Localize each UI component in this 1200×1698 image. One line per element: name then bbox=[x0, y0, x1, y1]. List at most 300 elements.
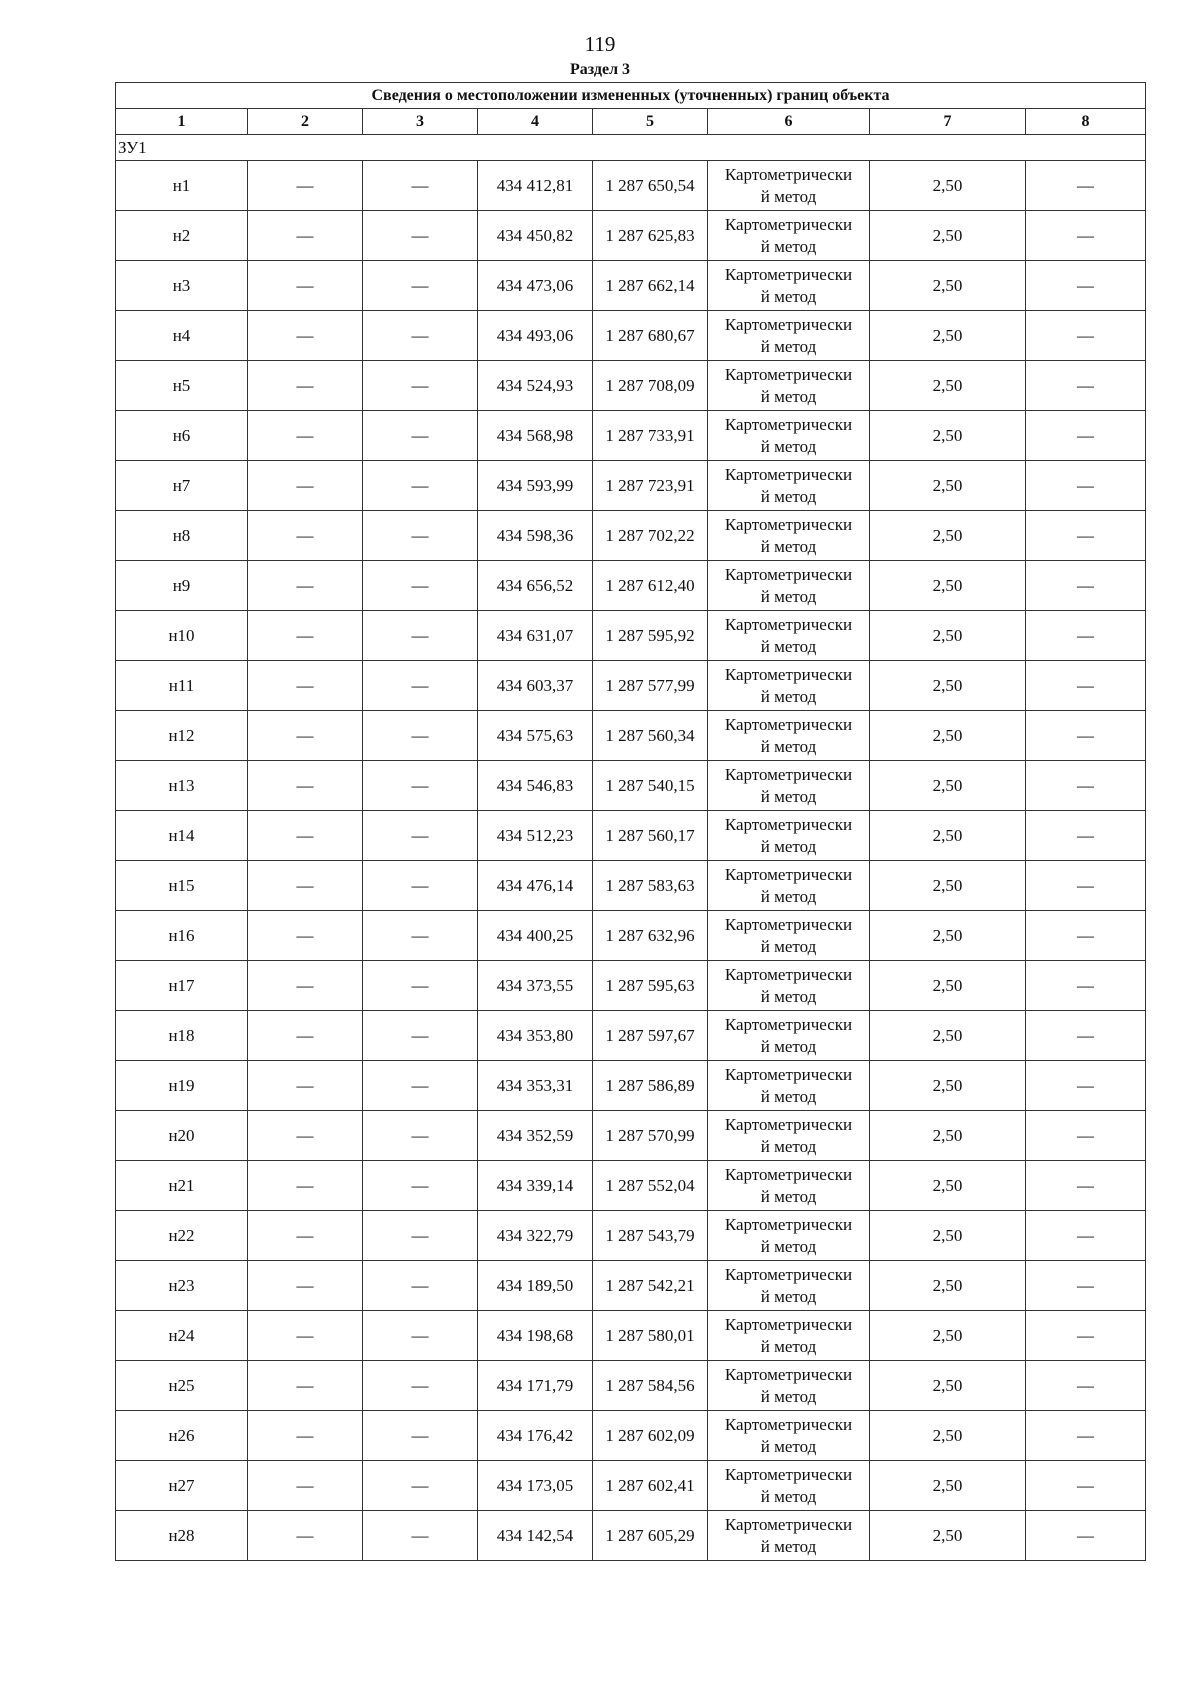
cell-col8: — bbox=[1026, 761, 1146, 811]
cell-col8: — bbox=[1026, 311, 1146, 361]
cell-accuracy: 2,50 bbox=[870, 361, 1026, 411]
method-line-2: й метод bbox=[760, 336, 817, 356]
cell-col3: — bbox=[363, 461, 478, 511]
cell-method bbox=[708, 1361, 870, 1411]
cell-y-coordinate: 1 287 723,91 bbox=[593, 461, 708, 511]
method-line-1: Картометрически bbox=[724, 1464, 853, 1484]
cell-point-name: н27 bbox=[116, 1461, 248, 1511]
method-line-2: й метод bbox=[760, 1536, 817, 1556]
method-line-2: й метод bbox=[760, 1336, 817, 1356]
method-line-2: й метод bbox=[760, 536, 817, 556]
section-title: Раздел 3 bbox=[569, 61, 631, 78]
cell-x-coordinate: 434 412,81 bbox=[478, 161, 593, 211]
cell-point-name: н13 bbox=[116, 761, 248, 811]
cell-accuracy: 2,50 bbox=[870, 461, 1026, 511]
cell-method bbox=[708, 261, 870, 311]
cell-col3: — bbox=[363, 1161, 478, 1211]
cell-method bbox=[708, 561, 870, 611]
column-number-6: 6 bbox=[708, 109, 870, 135]
method-line-1: Картометрически bbox=[724, 614, 853, 634]
method-line-2: й метод bbox=[760, 1036, 817, 1056]
method-line-1: Картометрически bbox=[724, 514, 853, 534]
cell-col8: — bbox=[1026, 611, 1146, 661]
cell-accuracy: 2,50 bbox=[870, 561, 1026, 611]
cell-y-coordinate: 1 287 586,89 bbox=[593, 1061, 708, 1111]
table-row bbox=[116, 711, 1146, 761]
method-line-2: й метод bbox=[760, 1486, 817, 1506]
cell-x-coordinate: 434 176,42 bbox=[478, 1411, 593, 1461]
column-number-7: 7 bbox=[870, 109, 1026, 135]
cell-col8: — bbox=[1026, 411, 1146, 461]
cell-col2: — bbox=[248, 1261, 363, 1311]
table-row bbox=[116, 761, 1146, 811]
method-line-1: Картометрически bbox=[724, 764, 853, 784]
cell-accuracy: 2,50 bbox=[870, 1011, 1026, 1061]
column-number-row bbox=[116, 109, 1146, 135]
cell-y-coordinate: 1 287 612,40 bbox=[593, 561, 708, 611]
cell-x-coordinate: 434 473,06 bbox=[478, 261, 593, 311]
cell-x-coordinate: 434 568,98 bbox=[478, 411, 593, 461]
cell-method bbox=[708, 1311, 870, 1361]
cell-col3: — bbox=[363, 161, 478, 211]
cell-method bbox=[708, 711, 870, 761]
column-number-5: 5 bbox=[593, 109, 708, 135]
cell-accuracy: 2,50 bbox=[870, 411, 1026, 461]
cell-col3: — bbox=[363, 761, 478, 811]
cell-accuracy: 2,50 bbox=[870, 1161, 1026, 1211]
cell-col3: — bbox=[363, 211, 478, 261]
cell-point-name: н25 bbox=[116, 1361, 248, 1411]
cell-x-coordinate: 434 322,79 bbox=[478, 1211, 593, 1261]
cell-col3: — bbox=[363, 661, 478, 711]
cell-col3: — bbox=[363, 561, 478, 611]
cell-point-name: н3 bbox=[116, 261, 248, 311]
cell-col2: — bbox=[248, 911, 363, 961]
cell-col3: — bbox=[363, 961, 478, 1011]
cell-accuracy: 2,50 bbox=[870, 661, 1026, 711]
cell-accuracy: 2,50 bbox=[870, 1261, 1026, 1311]
method-line-1: Картометрически bbox=[724, 664, 853, 684]
method-line-1: Картометрически bbox=[724, 1514, 853, 1534]
cell-col2: — bbox=[248, 1161, 363, 1211]
cell-x-coordinate: 434 575,63 bbox=[478, 711, 593, 761]
table-caption: Сведения о местоположении измененных (уточненных) границ объекта bbox=[116, 83, 1146, 109]
cell-accuracy: 2,50 bbox=[870, 1111, 1026, 1161]
method-line-2: й метод bbox=[760, 186, 817, 206]
cell-col2: — bbox=[248, 561, 363, 611]
cell-y-coordinate: 1 287 577,99 bbox=[593, 661, 708, 711]
cell-x-coordinate: 434 171,79 bbox=[478, 1361, 593, 1411]
method-line-1: Картометрически bbox=[724, 1014, 853, 1034]
cell-method bbox=[708, 461, 870, 511]
method-line-2: й метод bbox=[760, 686, 817, 706]
table-row bbox=[116, 361, 1146, 411]
cell-point-name: н22 bbox=[116, 1211, 248, 1261]
table-row bbox=[116, 311, 1146, 361]
cell-method bbox=[708, 1511, 870, 1561]
cell-accuracy: 2,50 bbox=[870, 1311, 1026, 1361]
cell-method bbox=[708, 861, 870, 911]
cell-y-coordinate: 1 287 584,56 bbox=[593, 1361, 708, 1411]
cell-col2: — bbox=[248, 811, 363, 861]
method-line-1: Картометрически bbox=[724, 464, 853, 484]
cell-col8: — bbox=[1026, 1261, 1146, 1311]
cell-col8: — bbox=[1026, 1411, 1146, 1461]
method-line-2: й метод bbox=[760, 436, 817, 456]
method-line-1: Картометрически bbox=[724, 914, 853, 934]
cell-point-name: н1 bbox=[116, 161, 248, 211]
method-line-2: й метод bbox=[760, 1086, 817, 1106]
cell-col3: — bbox=[363, 361, 478, 411]
cell-y-coordinate: 1 287 602,41 bbox=[593, 1461, 708, 1511]
cell-col8: — bbox=[1026, 1311, 1146, 1361]
method-line-2: й метод bbox=[760, 386, 817, 406]
cell-col8: — bbox=[1026, 261, 1146, 311]
method-line-1: Картометрически bbox=[724, 864, 853, 884]
cell-col3: — bbox=[363, 1311, 478, 1361]
cell-col3: — bbox=[363, 1011, 478, 1061]
cell-col3: — bbox=[363, 411, 478, 461]
cell-method bbox=[708, 1061, 870, 1111]
cell-point-name: н15 bbox=[116, 861, 248, 911]
cell-x-coordinate: 434 339,14 bbox=[478, 1161, 593, 1211]
cell-col2: — bbox=[248, 511, 363, 561]
cell-point-name: н28 bbox=[116, 1511, 248, 1561]
cell-col2: — bbox=[248, 1061, 363, 1111]
boundary-table bbox=[115, 82, 1146, 1561]
cell-point-name: н21 bbox=[116, 1161, 248, 1211]
cell-y-coordinate: 1 287 560,34 bbox=[593, 711, 708, 761]
cell-point-name: н24 bbox=[116, 1311, 248, 1361]
cell-col2: — bbox=[248, 1011, 363, 1061]
cell-col8: — bbox=[1026, 511, 1146, 561]
cell-col8: — bbox=[1026, 211, 1146, 261]
method-line-2: й метод bbox=[760, 586, 817, 606]
method-line-2: й метод bbox=[760, 486, 817, 506]
table-row bbox=[116, 1361, 1146, 1411]
cell-col2: — bbox=[248, 1211, 363, 1261]
cell-accuracy: 2,50 bbox=[870, 811, 1026, 861]
cell-col8: — bbox=[1026, 1161, 1146, 1211]
cell-col2: — bbox=[248, 1411, 363, 1461]
cell-point-name: н5 bbox=[116, 361, 248, 411]
cell-accuracy: 2,50 bbox=[870, 161, 1026, 211]
cell-accuracy: 2,50 bbox=[870, 261, 1026, 311]
cell-x-coordinate: 434 352,59 bbox=[478, 1111, 593, 1161]
cell-method bbox=[708, 361, 870, 411]
cell-col8: — bbox=[1026, 661, 1146, 711]
method-line-1: Картометрически bbox=[724, 264, 853, 284]
cell-method bbox=[708, 1011, 870, 1061]
table-row bbox=[116, 911, 1146, 961]
cell-accuracy: 2,50 bbox=[870, 711, 1026, 761]
method-line-1: Картометрически bbox=[724, 1314, 853, 1334]
cell-point-name: н6 bbox=[116, 411, 248, 461]
cell-x-coordinate: 434 173,05 bbox=[478, 1461, 593, 1511]
cell-col2: — bbox=[248, 1461, 363, 1511]
cell-col3: — bbox=[363, 1361, 478, 1411]
cell-method bbox=[708, 1461, 870, 1511]
method-line-1: Картометрически bbox=[724, 1214, 853, 1234]
cell-method bbox=[708, 761, 870, 811]
cell-method bbox=[708, 411, 870, 461]
cell-accuracy: 2,50 bbox=[870, 211, 1026, 261]
table-row bbox=[116, 211, 1146, 261]
cell-col8: — bbox=[1026, 1111, 1146, 1161]
cell-point-name: н14 bbox=[116, 811, 248, 861]
table-row bbox=[116, 1161, 1146, 1211]
method-line-1: Картометрически bbox=[724, 964, 853, 984]
cell-y-coordinate: 1 287 540,15 bbox=[593, 761, 708, 811]
cell-point-name: н26 bbox=[116, 1411, 248, 1461]
cell-method bbox=[708, 911, 870, 961]
table-row bbox=[116, 1011, 1146, 1061]
cell-method bbox=[708, 1411, 870, 1461]
table-row bbox=[116, 461, 1146, 511]
table-row bbox=[116, 811, 1146, 861]
column-number-3: 3 bbox=[363, 109, 478, 135]
method-line-2: й метод bbox=[760, 1386, 817, 1406]
table-row bbox=[116, 261, 1146, 311]
cell-col8: — bbox=[1026, 1511, 1146, 1561]
cell-y-coordinate: 1 287 733,91 bbox=[593, 411, 708, 461]
table-row bbox=[116, 561, 1146, 611]
cell-y-coordinate: 1 287 680,67 bbox=[593, 311, 708, 361]
cell-point-name: н4 bbox=[116, 311, 248, 361]
cell-col2: — bbox=[248, 211, 363, 261]
method-line-1: Картометрически bbox=[724, 1264, 853, 1284]
cell-method bbox=[708, 661, 870, 711]
method-line-1: Картометрически bbox=[724, 1064, 853, 1084]
cell-method bbox=[708, 961, 870, 1011]
cell-col2: — bbox=[248, 661, 363, 711]
cell-y-coordinate: 1 287 650,54 bbox=[593, 161, 708, 211]
cell-y-coordinate: 1 287 602,09 bbox=[593, 1411, 708, 1461]
table-row bbox=[116, 961, 1146, 1011]
cell-point-name: н2 bbox=[116, 211, 248, 261]
cell-y-coordinate: 1 287 632,96 bbox=[593, 911, 708, 961]
method-line-2: й метод bbox=[760, 1236, 817, 1256]
cell-method bbox=[708, 311, 870, 361]
method-line-1: Картометрически bbox=[724, 564, 853, 584]
cell-col2: — bbox=[248, 611, 363, 661]
table-row bbox=[116, 1511, 1146, 1561]
cell-x-coordinate: 434 353,80 bbox=[478, 1011, 593, 1061]
cell-accuracy: 2,50 bbox=[870, 1511, 1026, 1561]
cell-col2: — bbox=[248, 161, 363, 211]
cell-x-coordinate: 434 603,37 bbox=[478, 661, 593, 711]
method-line-2: й метод bbox=[760, 1286, 817, 1306]
cell-col3: — bbox=[363, 1511, 478, 1561]
cell-x-coordinate: 434 400,25 bbox=[478, 911, 593, 961]
cell-accuracy: 2,50 bbox=[870, 611, 1026, 661]
cell-y-coordinate: 1 287 702,22 bbox=[593, 511, 708, 561]
cell-y-coordinate: 1 287 570,99 bbox=[593, 1111, 708, 1161]
cell-x-coordinate: 434 450,82 bbox=[478, 211, 593, 261]
cell-point-name: н16 bbox=[116, 911, 248, 961]
cell-accuracy: 2,50 bbox=[870, 1461, 1026, 1511]
cell-col8: — bbox=[1026, 1361, 1146, 1411]
cell-accuracy: 2,50 bbox=[870, 311, 1026, 361]
cell-x-coordinate: 434 142,54 bbox=[478, 1511, 593, 1561]
cell-y-coordinate: 1 287 595,92 bbox=[593, 611, 708, 661]
cell-x-coordinate: 434 512,23 bbox=[478, 811, 593, 861]
cell-x-coordinate: 434 598,36 bbox=[478, 511, 593, 561]
cell-x-coordinate: 434 593,99 bbox=[478, 461, 593, 511]
table-row bbox=[116, 1261, 1146, 1311]
cell-col3: — bbox=[363, 511, 478, 561]
cell-point-name: н17 bbox=[116, 961, 248, 1011]
method-line-2: й метод bbox=[760, 1436, 817, 1456]
method-line-2: й метод bbox=[760, 886, 817, 906]
cell-col3: — bbox=[363, 1411, 478, 1461]
table-row bbox=[116, 1061, 1146, 1111]
cell-method bbox=[708, 1111, 870, 1161]
cell-point-name: н10 bbox=[116, 611, 248, 661]
cell-col8: — bbox=[1026, 461, 1146, 511]
cell-col2: — bbox=[248, 761, 363, 811]
cell-col8: — bbox=[1026, 161, 1146, 211]
table-row bbox=[116, 511, 1146, 561]
table-row bbox=[116, 611, 1146, 661]
cell-col8: — bbox=[1026, 811, 1146, 861]
cell-accuracy: 2,50 bbox=[870, 1411, 1026, 1461]
cell-method bbox=[708, 1161, 870, 1211]
cell-y-coordinate: 1 287 583,63 bbox=[593, 861, 708, 911]
cell-accuracy: 2,50 bbox=[870, 911, 1026, 961]
cell-col3: — bbox=[363, 1111, 478, 1161]
cell-col3: — bbox=[363, 1261, 478, 1311]
cell-col2: — bbox=[248, 411, 363, 461]
cell-col8: — bbox=[1026, 961, 1146, 1011]
cell-y-coordinate: 1 287 662,14 bbox=[593, 261, 708, 311]
cell-method bbox=[708, 811, 870, 861]
cell-col3: — bbox=[363, 711, 478, 761]
cell-col8: — bbox=[1026, 361, 1146, 411]
cell-point-name: н11 bbox=[116, 661, 248, 711]
method-line-1: Картометрически bbox=[724, 214, 853, 234]
cell-point-name: н12 bbox=[116, 711, 248, 761]
cell-col8: — bbox=[1026, 1061, 1146, 1111]
cell-accuracy: 2,50 bbox=[870, 861, 1026, 911]
group-row bbox=[116, 135, 1146, 161]
method-line-2: й метод bbox=[760, 1186, 817, 1206]
cell-x-coordinate: 434 524,93 bbox=[478, 361, 593, 411]
cell-col3: — bbox=[363, 311, 478, 361]
cell-col2: — bbox=[248, 1311, 363, 1361]
column-number-1: 1 bbox=[116, 109, 248, 135]
cell-col8: — bbox=[1026, 711, 1146, 761]
cell-col2: — bbox=[248, 961, 363, 1011]
column-number-4: 4 bbox=[478, 109, 593, 135]
method-line-1: Картометрически bbox=[724, 314, 853, 334]
table-row bbox=[116, 1111, 1146, 1161]
column-number-8: 8 bbox=[1026, 109, 1146, 135]
method-line-2: й метод bbox=[760, 1136, 817, 1156]
method-line-1: Картометрически bbox=[724, 164, 853, 184]
table-row bbox=[116, 161, 1146, 211]
method-line-1: Картометрически bbox=[724, 1164, 853, 1184]
cell-col8: — bbox=[1026, 1211, 1146, 1261]
cell-col3: — bbox=[363, 811, 478, 861]
cell-x-coordinate: 434 546,83 bbox=[478, 761, 593, 811]
cell-y-coordinate: 1 287 543,79 bbox=[593, 1211, 708, 1261]
cell-col2: — bbox=[248, 1511, 363, 1561]
table-row bbox=[116, 861, 1146, 911]
column-number-2: 2 bbox=[248, 109, 363, 135]
cell-col8: — bbox=[1026, 1011, 1146, 1061]
cell-col3: — bbox=[363, 261, 478, 311]
cell-x-coordinate: 434 476,14 bbox=[478, 861, 593, 911]
page-number: 119 bbox=[584, 32, 616, 56]
method-line-2: й метод bbox=[760, 786, 817, 806]
group-label: ЗУ1 bbox=[116, 135, 1146, 161]
cell-col2: — bbox=[248, 311, 363, 361]
cell-y-coordinate: 1 287 560,17 bbox=[593, 811, 708, 861]
cell-method bbox=[708, 1261, 870, 1311]
table-row bbox=[116, 1211, 1146, 1261]
cell-y-coordinate: 1 287 580,01 bbox=[593, 1311, 708, 1361]
cell-point-name: н8 bbox=[116, 511, 248, 561]
cell-method bbox=[708, 161, 870, 211]
cell-col2: — bbox=[248, 461, 363, 511]
table-row bbox=[116, 1461, 1146, 1511]
cell-col2: — bbox=[248, 1361, 363, 1411]
cell-method bbox=[708, 211, 870, 261]
cell-col2: — bbox=[248, 261, 363, 311]
cell-y-coordinate: 1 287 597,67 bbox=[593, 1011, 708, 1061]
cell-accuracy: 2,50 bbox=[870, 1061, 1026, 1111]
method-line-2: й метод bbox=[760, 986, 817, 1006]
cell-point-name: н19 bbox=[116, 1061, 248, 1111]
cell-x-coordinate: 434 353,31 bbox=[478, 1061, 593, 1111]
method-line-1: Картометрически bbox=[724, 1364, 853, 1384]
cell-y-coordinate: 1 287 605,29 bbox=[593, 1511, 708, 1561]
cell-col2: — bbox=[248, 861, 363, 911]
method-line-2: й метод bbox=[760, 936, 817, 956]
method-line-1: Картометрически bbox=[724, 714, 853, 734]
cell-accuracy: 2,50 bbox=[870, 961, 1026, 1011]
cell-accuracy: 2,50 bbox=[870, 1211, 1026, 1261]
table-row bbox=[116, 1311, 1146, 1361]
cell-col3: — bbox=[363, 1461, 478, 1511]
cell-col3: — bbox=[363, 911, 478, 961]
cell-accuracy: 2,50 bbox=[870, 1361, 1026, 1411]
cell-x-coordinate: 434 189,50 bbox=[478, 1261, 593, 1311]
table-caption-row bbox=[116, 83, 1146, 109]
cell-y-coordinate: 1 287 542,21 bbox=[593, 1261, 708, 1311]
cell-method bbox=[708, 611, 870, 661]
cell-x-coordinate: 434 198,68 bbox=[478, 1311, 593, 1361]
cell-method bbox=[708, 511, 870, 561]
cell-y-coordinate: 1 287 708,09 bbox=[593, 361, 708, 411]
cell-point-name: н18 bbox=[116, 1011, 248, 1061]
cell-x-coordinate: 434 631,07 bbox=[478, 611, 593, 661]
cell-accuracy: 2,50 bbox=[870, 761, 1026, 811]
cell-col3: — bbox=[363, 1061, 478, 1111]
cell-col8: — bbox=[1026, 561, 1146, 611]
cell-col2: — bbox=[248, 361, 363, 411]
method-line-2: й метод bbox=[760, 286, 817, 306]
cell-y-coordinate: 1 287 595,63 bbox=[593, 961, 708, 1011]
cell-point-name: н7 bbox=[116, 461, 248, 511]
cell-col3: — bbox=[363, 611, 478, 661]
method-line-2: й метод bbox=[760, 636, 817, 656]
cell-col2: — bbox=[248, 711, 363, 761]
method-line-2: й метод bbox=[760, 236, 817, 256]
cell-point-name: н9 bbox=[116, 561, 248, 611]
method-line-2: й метод bbox=[760, 736, 817, 756]
